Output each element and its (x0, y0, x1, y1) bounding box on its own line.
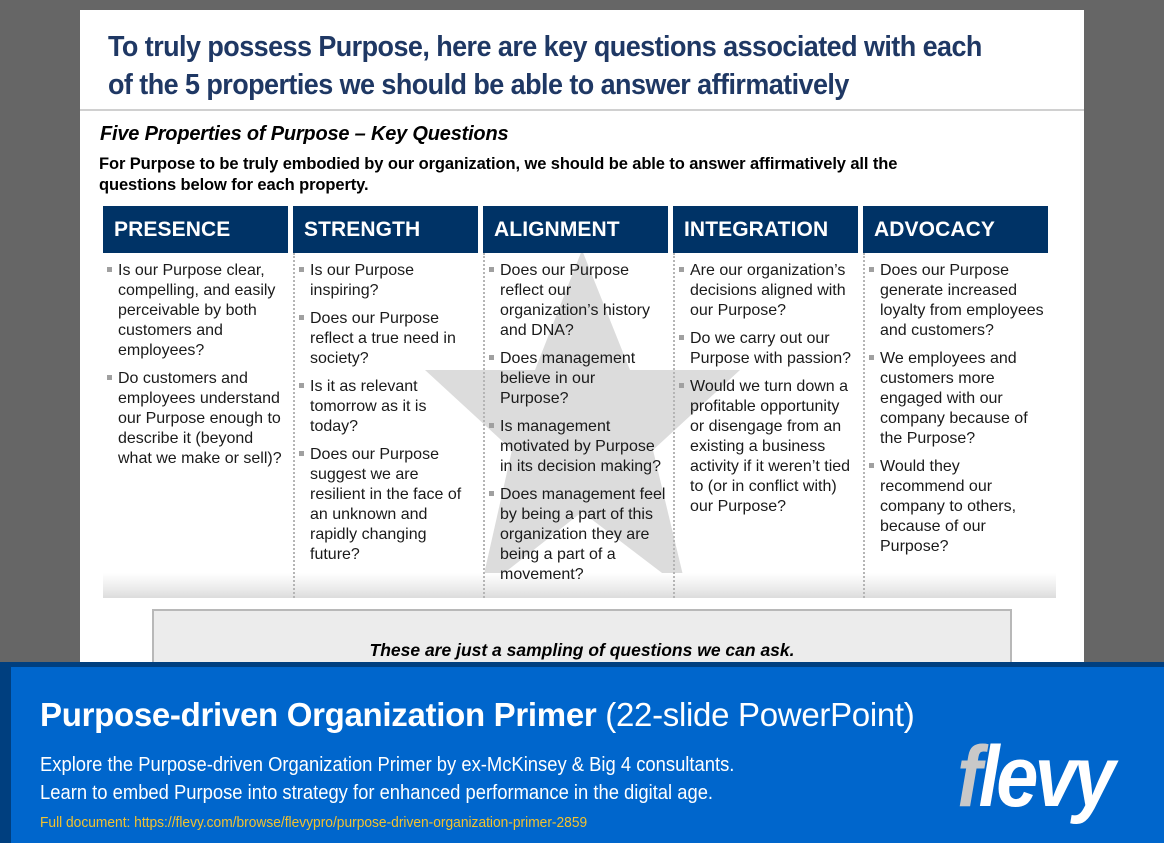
question-item: We employees and customers more engaged with our company because of the Purpose? (867, 349, 1048, 449)
column-body (293, 253, 478, 598)
full-document-link[interactable]: Full document: https://flevy.com/browse/flevypro/purpose-driven-organization-primer-2859 (40, 815, 588, 831)
banner-description (40, 751, 734, 807)
properties-columns (103, 206, 1056, 598)
question-item: Is management motivated by Purpose in its decision making? (487, 417, 668, 477)
banner-description-line-2: Learn to embed Purpose into strategy for enhanced performance in the digital age. (40, 782, 714, 804)
banner-title-main: Purpose-driven Organization Primer (40, 696, 597, 733)
section-description-line-2: questions below for each property. (99, 176, 369, 194)
column-alignment (483, 206, 668, 598)
question-item: Is our Purpose inspiring? (297, 261, 478, 301)
column-header: ALIGNMENT (483, 206, 668, 253)
column-presence (103, 206, 288, 598)
column-body (103, 253, 288, 598)
column-body (483, 253, 668, 598)
slide (80, 10, 1084, 670)
column-body (863, 253, 1048, 598)
slide-title-line-1: To truly possess Purpose, here are key questions associated with each (108, 31, 982, 63)
column-advocacy (863, 206, 1048, 598)
slide-title-line-2: of the 5 properties we should be able to answer affirmatively (108, 69, 849, 101)
promo-banner-inner (11, 667, 1164, 843)
question-item: Does our Purpose reflect a true need in society? (297, 309, 478, 369)
banner-description-line-1: Explore the Purpose-driven Organization Primer by ex-McKinsey & Big 4 consultants. (40, 754, 735, 776)
banner-title (40, 695, 914, 735)
question-item: Is it as relevant tomorrow as it is today? (297, 377, 478, 437)
question-item: Does our Purpose generate increased loyalty from employees and customers? (867, 261, 1048, 341)
banner-title-sub: (22-slide PowerPoint) (596, 696, 915, 733)
column-body (673, 253, 858, 598)
sampling-note-box (152, 609, 1012, 670)
question-item: Do customers and employees understand our Purpose enough to describe it (beyond what we make or sell)? (105, 369, 288, 469)
column-header: PRESENCE (103, 206, 288, 253)
question-item: Are our organization’s decisions aligned with our Purpose? (677, 261, 858, 321)
promo-banner (0, 662, 1164, 843)
question-item: Would they recommend our company to others, because of our Purpose? (867, 457, 1048, 557)
column-header: STRENGTH (293, 206, 478, 253)
flevy-logo-rest: levy (978, 729, 1112, 825)
column-header: ADVOCACY (863, 206, 1048, 253)
question-item: Does management feel by being a part of this organization they are being a part of a movement? (487, 485, 668, 585)
flevy-logo-f: f (957, 729, 979, 825)
column-header: INTEGRATION (673, 206, 858, 253)
column-integration (673, 206, 858, 598)
column-strength (293, 206, 478, 598)
flevy-logo[interactable] (957, 729, 1112, 825)
slide-title (108, 28, 1066, 104)
question-item: Does management believe in our Purpose? (487, 349, 668, 409)
section-description (99, 154, 1019, 196)
question-item: Is our Purpose clear, compelling, and easily perceivable by both customers and employees? (105, 261, 288, 361)
question-item: Would we turn down a profitable opportunity or disengage from an existing a business activity if it weren’t tied to (or in conflict with) our Purpose? (677, 377, 858, 517)
question-item: Does our Purpose suggest we are resilient in the face of an unknown and rapidly changing future? (297, 445, 478, 565)
sampling-note-text: These are just a sampling of questions we can ask. (369, 640, 795, 660)
title-divider (80, 109, 1084, 111)
section-description-line-1: For Purpose to be truly embodied by our organization, we should be able to answer affirmatively all the (99, 155, 898, 173)
section-heading: Five Properties of Purpose – Key Questions (100, 123, 509, 145)
question-item: Does our Purpose reflect our organization’s history and DNA? (487, 261, 668, 341)
question-item: Do we carry out our Purpose with passion? (677, 329, 858, 369)
